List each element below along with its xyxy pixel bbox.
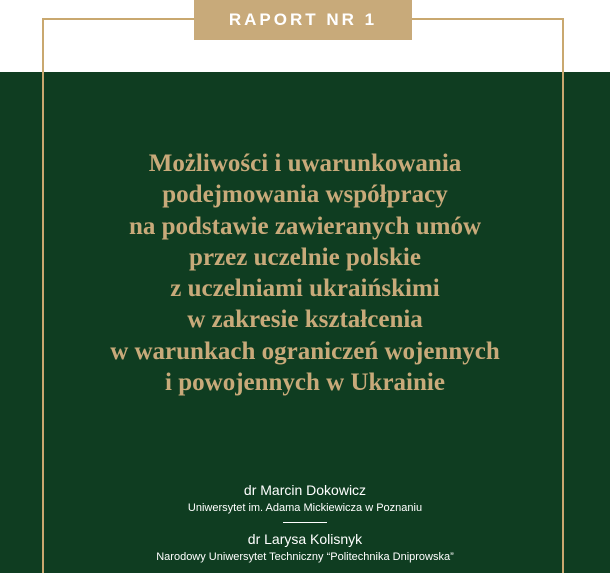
title-line: na podstawie zawieranych umów: [128, 212, 482, 240]
title-line: Możliwości i uwarunkowania: [148, 150, 462, 177]
author-affiliation: Uniwersytet im. Adama Mickiewicza w Poznaniu: [187, 502, 423, 514]
report-title: [70, 148, 540, 398]
report-number-badge: RAPORT NR 1: [194, 0, 412, 40]
title-line: z uczelniami ukraińskimi: [170, 275, 440, 303]
title-line: w zakresie kształcenia: [187, 306, 423, 334]
gold-frame-left-line: [42, 18, 44, 573]
gold-frame-right-line: [562, 18, 564, 573]
title-line: i powojennych w Ukrainie: [165, 369, 445, 397]
gold-frame-top-right-line: [412, 18, 564, 20]
gold-frame-top-left-line: [42, 18, 194, 20]
author-affiliation: Narodowy Uniwersytet Techniczny “Politechnika Dniprowska”: [156, 551, 454, 563]
author-block-2: [70, 530, 540, 564]
title-line: w warunkach ograniczeń wojennych: [110, 337, 500, 365]
author-block-1: [70, 481, 540, 515]
author-name: dr Marcin Dokowicz: [243, 482, 367, 498]
title-line: podejmowania współpracy: [162, 181, 448, 209]
author-name: dr Larysa Kolisnyk: [247, 531, 363, 547]
author-divider: [283, 522, 327, 523]
title-line: przez uczelnie polskie: [189, 243, 421, 271]
